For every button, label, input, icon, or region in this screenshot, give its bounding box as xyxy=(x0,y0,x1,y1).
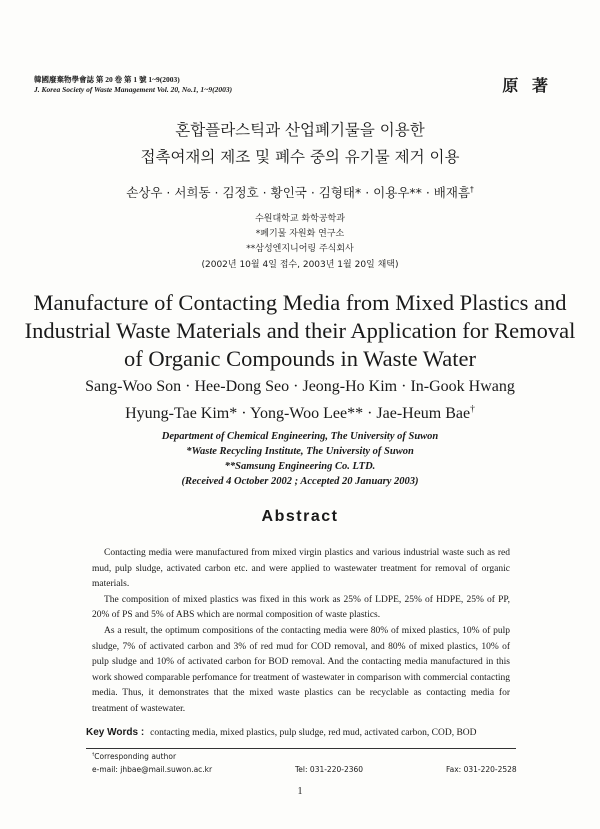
footnote-dagger: † xyxy=(92,752,95,758)
english-dates: (Received 4 October 2002 ; Accepted 20 January 2003) xyxy=(181,476,419,487)
english-title-line2: Industrial Waste Materials and their Application for Removal xyxy=(24,318,576,343)
korean-affiliation-1: 수원대학교 화학공학과 xyxy=(255,214,345,224)
korean-dates: (2002년 10월 4일 접수, 2003년 1월 20일 채택) xyxy=(201,260,399,270)
english-affiliation-1: Department of Chemical Engineering, The University of Suwon xyxy=(161,431,439,442)
corresponding-author-label: Corresponding author xyxy=(94,752,177,761)
abstract-body xyxy=(92,546,510,718)
corresponding-dagger: † xyxy=(470,184,474,194)
korean-affiliation-2: *폐기물 자원화 연구소 xyxy=(255,229,345,239)
journal-citation-english: J. Korea Society of Waste Management Vol. 20, No.1, 1~9(2003) xyxy=(34,85,233,94)
english-title-line3: of Organic Compounds in Waste Water xyxy=(124,346,476,371)
korean-authors-text: 손상우 · 서희동 · 김정호 · 황인국 · 김형태* · 이용우** · 배재흠 xyxy=(126,185,471,200)
telephone: Tel: 031-220-2360 xyxy=(295,765,364,774)
english-authors-text: Hyung-Tae Kim* · Yong-Woo Lee** · Jae-Heum Bae xyxy=(125,405,471,422)
english-title-line1: Manufacture of Contacting Media from Mixed Plastics and xyxy=(33,290,567,315)
english-affiliation-2: *Waste Recycling Institute, The University of Suwon xyxy=(186,446,414,457)
page-number: 1 xyxy=(297,786,303,797)
korean-authors xyxy=(0,183,600,201)
email: e-mail: jhbae@mail.suwon.ac.kr xyxy=(92,765,213,774)
corresponding-author-note xyxy=(92,752,176,761)
article-type-badge: 原 著 xyxy=(502,76,552,95)
abstract-paragraph: The composition of mixed plastics was fixed in this work as 25% of LDPE, 25% of HDPE, 25% of PP, 20% of PS and 5% of ABS which are normal composition of waste plastics. xyxy=(92,594,510,621)
keywords xyxy=(86,727,477,738)
corresponding-dagger: † xyxy=(470,403,475,415)
abstract-heading: Abstract xyxy=(261,508,339,525)
korean-title-line1: 혼합플라스틱과 산업폐기물을 이용한 xyxy=(175,121,425,139)
footnote-divider xyxy=(86,748,516,749)
keywords-label: Key Words : xyxy=(86,727,145,738)
fax: Fax: 031-220-2528 xyxy=(446,765,517,774)
keywords-text: contacting media, mixed plastics, pulp sludge, red mud, activated carbon, COD, BOD xyxy=(150,728,477,738)
korean-title-line2: 접촉여재의 제조 및 폐수 중의 유기물 제거 이용 xyxy=(140,148,460,166)
english-authors-line1: Sang-Woo Son · Hee-Dong Seo · Jeong-Ho Kim · In-Gook Hwang xyxy=(85,378,515,395)
abstract-paragraph: Contacting media were manufactured from mixed virgin plastics and various industrial waste such as red mud, pulp sludge, activated carbon etc. and were applied to wastewater treatment for removal of organic materials. xyxy=(92,548,510,590)
abstract-paragraph: As a result, the optimum compositions of the contacting media were 80% of mixed plastics, 10% of pulp sludge, 7% of activated carbon and 3% of red mud for COD removal, and 80% of mixed plastics, 10% of pulp sludge and 10% of activated carbon for BOD removal. And the contacting media manufactured in this work showed comparable perfomance for treatment of wastewater in comparison with commercial contacting media. Thus, it demonstrates that the mixed waste plastics can be recyclable as contacting media for treatment of wastewater. xyxy=(92,625,510,714)
korean-affiliation-3: **삼성엔지니어링 주식회사 xyxy=(246,244,354,254)
journal-citation-korean: 韓國廢棄物學會誌 第 20 卷 第 1 號 1~9(2003) xyxy=(34,75,180,84)
english-authors-line2 xyxy=(0,405,600,423)
english-affiliation-3: **Samsung Engineering Co. LTD. xyxy=(224,461,376,472)
